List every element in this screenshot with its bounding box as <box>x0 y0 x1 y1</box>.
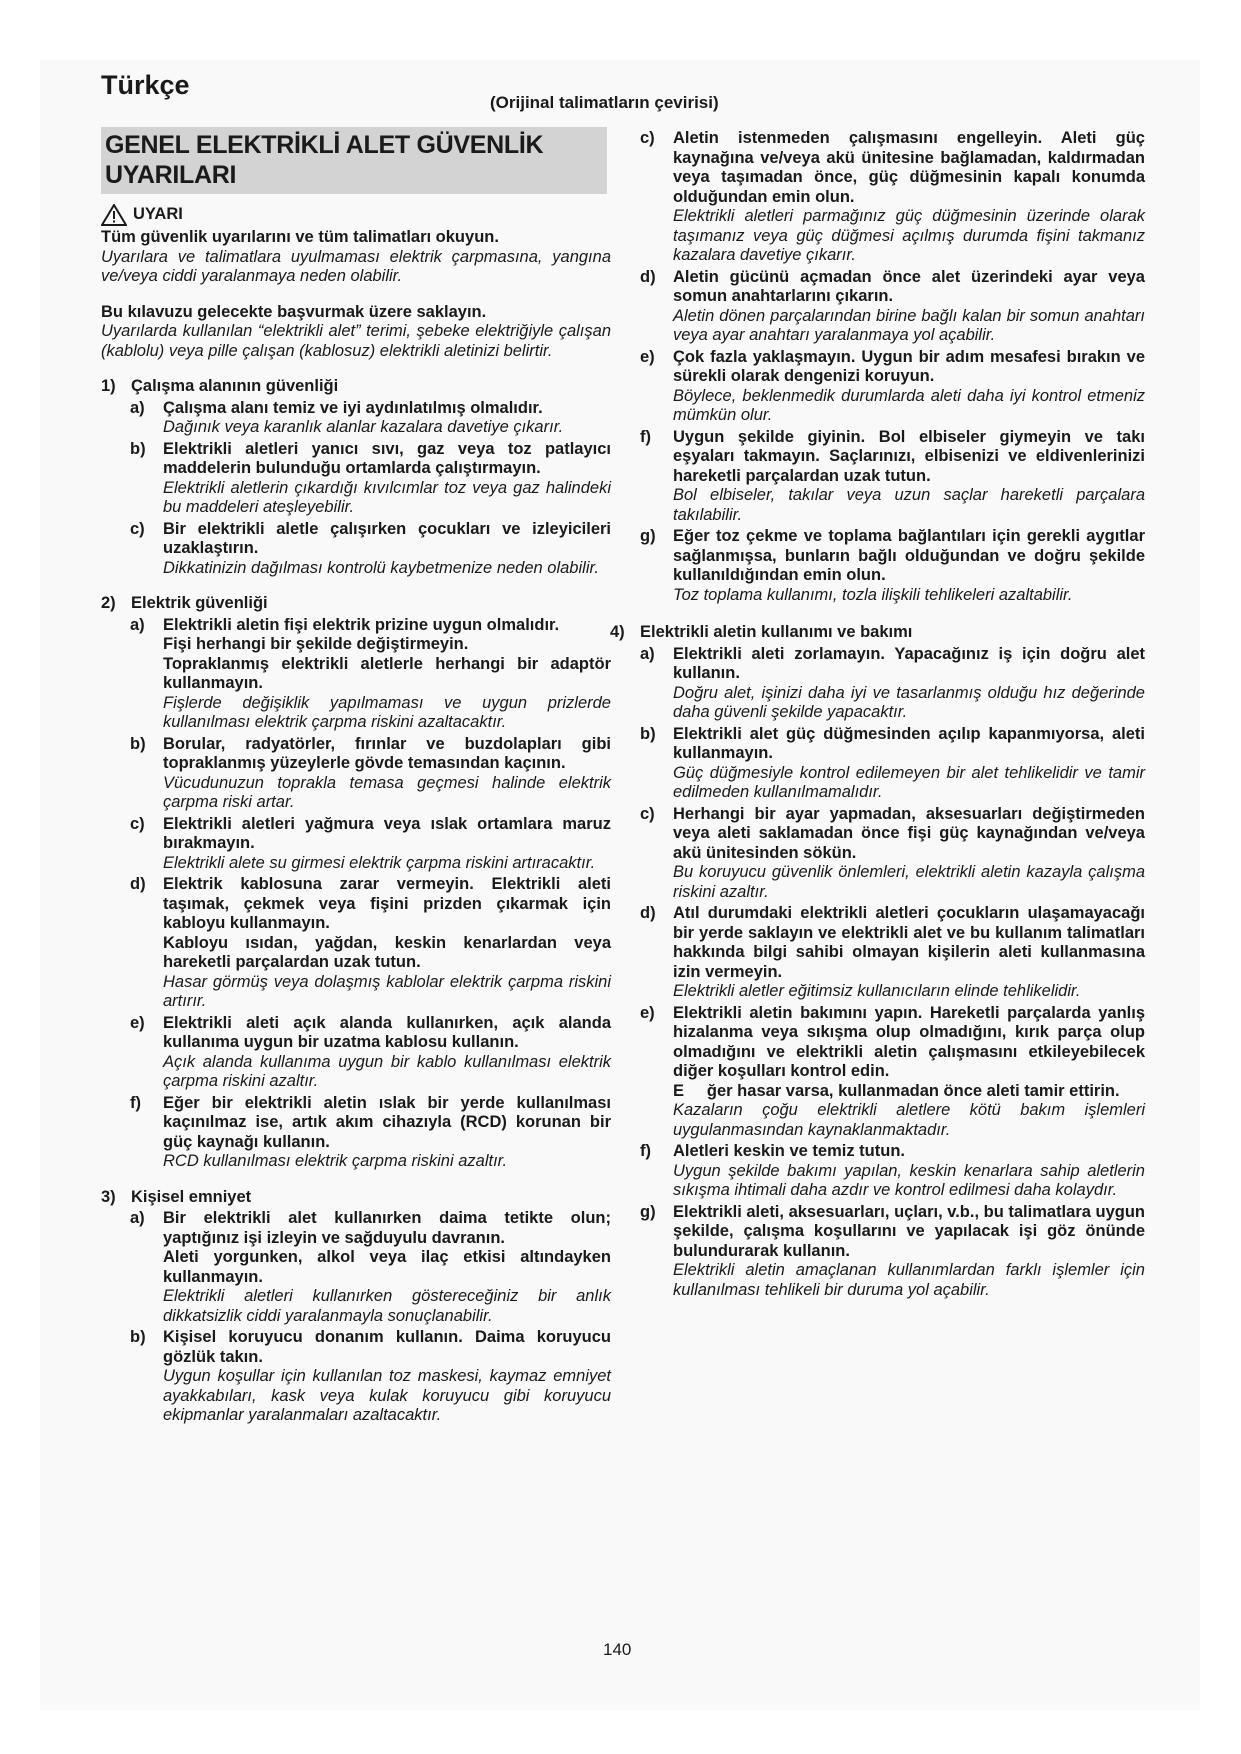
list-item: g) Eğer toz çekme ve toplama bağlantıları için gerekli aygıtlar sağlanmışsa, bunların bağlı olduğundan ve doğru şekilde kullanıldığından emin olun. Toz toplama kullanımı, tozla ilişkili tehlikeleri azaltabilir. <box>640 527 1145 604</box>
list-item: a) Elektrikli aleti zorlamayın. Yapacağınız iş için doğru alet kullanın. Doğru alet, işinizi daha iyi ve tasarlanmış olduğu hız değerinde daha güvenli şekilde yapacaktır. <box>640 644 1145 721</box>
list-item: b) Elektrikli aletleri yanıcı sıvı, gaz veya toz patlayıcı maddelerin bulunduğu ortamlarda çalıştırmayın. Elektrikli aletlerin çıkardığı kıvılcımlar toz veya gaz halindeki bu maddeleri ateşleyebilir. <box>130 439 611 516</box>
list-item: a) Bir elektrikli alet kullanırken daima tetikte olun; yaptığınız işi izleyin ve sağduyulu davranın. Aleti yorgunken, alkol veya ilaç etkisi altındayken kullanmayın. Elektrikli aletleri kullanırken göstereceğiniz bir anlık dikkatsizlik ciddi yaralanmayla sonuçlanabilir. <box>130 1209 611 1325</box>
list-item: f) Eğer bir elektrikli aletin ıslak bir yerde kullanılması kaçınılmaz ise, artık akım cihazıyla (RCD) korunan bir güç kaynağı kullanın. RCD kullanılması elektrik çarpma riskini azaltır. <box>130 1093 611 1170</box>
list-item: b) Kişisel koruyucu donanım kullanın. Daima koruyucu gözlük takın. Uygun koşullar için kullanılan toz maskesi, kaymaz emniyet ayakkabıları, kask veya kulak koruyucu gibi koruyucu ekipmanlar yaralanmaları azaltacaktır. <box>130 1328 611 1424</box>
list-item: d) Elektrik kablosuna zarar vermeyin. Elektrikli aleti taşımak, çekmek veya fişini prizden çıkarmak için kabloyu kullanmayın. Kabloyu ısıdan, yağdan, keskin kenarlardan veya hareketli parçalardan uzak tutun. Hasar görmüş veya dolaşmış kablolar elektrik çarpma riskini artırır. <box>130 875 611 1010</box>
warning-italic-1: Uyarılara ve talimatlara uyulmaması elektrik çarpmasına, yangına ve/veya ciddi yaralanmaya neden olabilir. <box>101 247 611 285</box>
list-item: a) Elektrikli aletin fişi elektrik prizine uygun olmalıdır. Fişi herhangi bir şekilde değiştirmeyin. Topraklanmış elektrikli aletlerle herhangi bir adaptör kullanmayın. Fişlerde değişiklik yapılmaması ve uygun prizlerde kullanılması elektrik çarpma riskini azaltacaktır. <box>130 615 611 731</box>
list-item: a) Çalışma alanı temiz ve iyi aydınlatılmış olmalıdır. Dağınık veya karanlık alanlar kazalara davetiye çıkarır. <box>130 398 564 436</box>
section-title-box <box>101 127 607 194</box>
warning-header <box>101 204 611 226</box>
section-1-heading: 1) Çalışma alanının güvenliği <box>101 377 339 395</box>
warning-bold-2: Bu kılavuzu gelecekte başvurmak üzere saklayın. <box>101 302 487 321</box>
title-line-2: UYARILARI <box>105 161 237 189</box>
page-number: 140 <box>603 1640 632 1659</box>
warning-italic-2: Uyarılarda kullanılan “elektrikli alet” terimi, şebeke elektriğiyle çalışan (kablolu) veya pille çalışan (kablosuz) elektrikli aletinizi belirtir. <box>101 322 611 360</box>
title-line-1: GENEL ELEKTRİKLİ ALET GÜVENLİK <box>105 131 544 159</box>
list-item: e) Çok fazla yaklaşmayın. Uygun bir adım mesafesi bırakın ve sürekli olarak dengenizi koruyun. Böylece, beklenmedik durumlarda aleti daha iyi kontrol etmeniz mümkün olur. <box>640 347 1145 424</box>
list-item: e) Elektrikli aletin bakımını yapın. Hareketli parçalarda yanlış hizalanma veya sıkışma olup olmadığını, kırık parça olup olmadığını ve elektrikli aletin çalışmasını etkileyebilecek diğer koşulları kontrol edin. E ğer hasar varsa, kullanmadan önce aleti tamir ettirin. Kazaların çoğu elektrikli aletlere kötü bakım işlemleri uygulanmasından kaynaklanmaktadır. <box>640 1003 1145 1139</box>
warning-bold-1: Tüm güvenlik uyarılarını ve tüm talimatları okuyun. <box>101 228 499 246</box>
list-item: e) Elektrikli aleti açık alanda kullanırken, açık alanda kullanıma uygun bir uzatma kablosu kullanın. Açık alanda kullanıma uygun bir kablo kullanılması elektrik çarpma riskini azaltır. <box>130 1013 611 1090</box>
list-item: d) Atıl durumdaki elektrikli aletleri çocukların ulaşamayacağı bir yerde saklayın ve elektrikli alet ve bu kullanım talimatları hakkında bilgi sahibi olmayan kişilerin aleti kullanmasına izin vermeyin. Elektrikli aletler eğitimsiz kullanıcıların elinde tehlikelidir. <box>640 904 1145 1000</box>
left-column <box>101 127 611 1426</box>
right-column <box>610 127 1145 1300</box>
list-item: b) Borular, radyatörler, fırınlar ve buzdolapları gibi topraklanmış yüzeylerle gövde temasından kaçının. Vücudunuzun toprakla temasa geçmesi halinde elektrik çarpma riski artar. <box>130 734 611 811</box>
section-4-heading: 4) Elektrikli aletin kullanımı ve bakımı <box>610 623 913 641</box>
list-item: b) Elektrikli alet güç düğmesinden açılıp kapanmıyorsa, aleti kullanmayın. Güç düğmesiyle kontrol edilemeyen bir alet tehlikelidir ve tamir edilmeden kullanılmamalıdır. <box>640 724 1145 801</box>
section-3-heading: 3) Kişisel emniyet <box>101 1187 252 1206</box>
list-item: c) Elektrikli aletleri yağmura veya ıslak ortamlara maruz bırakmayın. Elektrikli alete su girmesi elektrik çarpma riskini artıracaktır. <box>130 814 611 872</box>
warning-label: UYARI <box>133 205 183 224</box>
list-item: d) Aletin gücünü açmadan önce alet üzerindeki ayar veya somun anahtarlarını çıkarın. Aletin dönen parçalarından birine bağlı kalan bir somun anahtarı veya ayar anahtarı yaralanmaya yol açabilir. <box>640 267 1145 344</box>
list-item: c) Herhangi bir ayar yapmadan, aksesuarları değiştirmeden veya aleti saklamadan önce fişi güç kaynağından ve/veya akü ünitesinden sökün. Bu koruyucu güvenlik önlemleri, elektrikli aletin kazayla çalışma riskini azaltır. <box>640 804 1145 901</box>
list-item: f) Uygun şekilde giyinin. Bol elbiseler giymeyin ve takı eşyaları takmayın. Saçlarınızı, elbisenizi ve eldivenlerinizi hareketli parçalardan uzak tutun. Bol elbiseler, takılar veya uzun saçlar hareketli parçalara takılabilir. <box>640 427 1145 524</box>
translation-subtitle: (Orijinal talimatların çevirisi) <box>490 93 719 112</box>
list-item: f) Aletleri keskin ve temiz tutun. Uygun şekilde bakımı yapılan, keskin kenarlara sahip aletlerin sıkışma ihtimali daha azdır ve kontrol edilmesi daha kolaydır. <box>640 1142 1145 1199</box>
list-item: c) Aletin istenmeden çalışmasını engelleyin. Aleti güç kaynağına ve/veya akü ünitesine bağlamadan, kaldırmadan veya taşımadan önce, güç düğmesinin kapalı konumda olduğundan emin olun. Elektrikli aletleri parmağınız güç düğmesinin üzerinde olarak taşımanız veya güç düğmesi açılmış durumda fişini takmanız kazalara davetiye çıkarır. <box>640 129 1145 264</box>
language-heading: Türkçe <box>101 70 190 100</box>
list-item: g) Elektrikli aleti, aksesuarları, uçları, v.b., bu talimatlara uygun şekilde, çalışma koşullarını ve yapılacak işi göz önünde bulundurarak kullanın. Elektrikli aletin amaçlanan kullanımlardan farklı işlemler için kullanılması tehlikeli bir duruma yol açabilir. <box>640 1202 1145 1299</box>
list-item: c) Bir elektrikli aletle çalışırken çocukları ve izleyicileri uzaklaştırın. Dikkatinizin dağılması kontrolü kaybetmenize neden olabilir. <box>130 519 611 577</box>
warning-triangle-icon <box>101 204 127 226</box>
section-2-heading: 2) Elektrik güvenliği <box>101 594 268 612</box>
